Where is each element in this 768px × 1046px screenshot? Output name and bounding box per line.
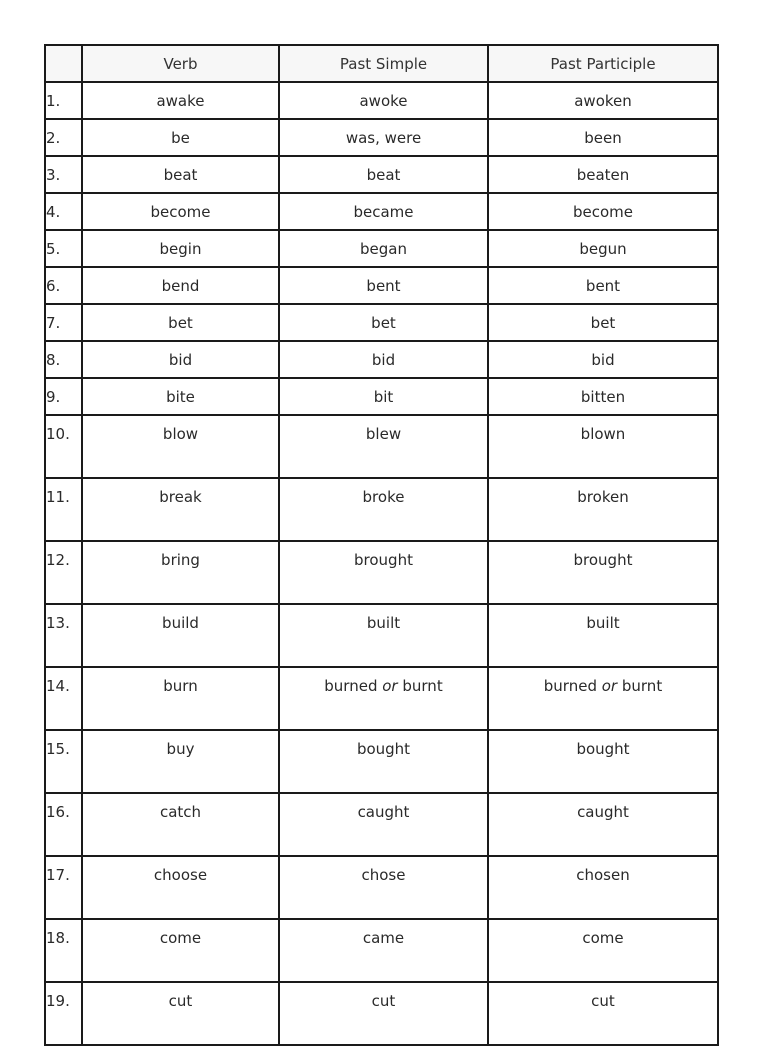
verb-cell: come <box>82 919 279 982</box>
past-participle-cell: cut <box>488 982 718 1045</box>
verb-cell: bring <box>82 541 279 604</box>
verb-cell: awake <box>82 82 279 119</box>
past-participle-cell: bid <box>488 341 718 378</box>
verb-cell: blow <box>82 415 279 478</box>
past-simple-cell: bet <box>279 304 488 341</box>
row-number: 13. <box>45 604 82 667</box>
irregular-verbs-table <box>44 44 719 1046</box>
past-participle-cell <box>488 667 718 730</box>
verb-cell: catch <box>82 793 279 856</box>
past-participle-cell: bitten <box>488 378 718 415</box>
past-simple-cell: brought <box>279 541 488 604</box>
past-simple-cell: bought <box>279 730 488 793</box>
verb-cell: bite <box>82 378 279 415</box>
table-row <box>45 156 718 193</box>
table-row <box>45 478 718 541</box>
table-body <box>45 82 718 1045</box>
past-participle-cell: been <box>488 119 718 156</box>
verb-cell: bet <box>82 304 279 341</box>
table-row <box>45 982 718 1045</box>
past-simple-cell: began <box>279 230 488 267</box>
table-row <box>45 604 718 667</box>
verb-cell: build <box>82 604 279 667</box>
past-simple-cell: caught <box>279 793 488 856</box>
verb-cell: buy <box>82 730 279 793</box>
header-row <box>45 45 718 82</box>
past-participle-cell: chosen <box>488 856 718 919</box>
table-row <box>45 341 718 378</box>
row-number: 3. <box>45 156 82 193</box>
verb-cell: beat <box>82 156 279 193</box>
past-participle-cell: blown <box>488 415 718 478</box>
table-row <box>45 82 718 119</box>
verb-cell: be <box>82 119 279 156</box>
row-number: 14. <box>45 667 82 730</box>
past-participle-cell: begun <box>488 230 718 267</box>
past-simple-cell: blew <box>279 415 488 478</box>
past-simple-cell: cut <box>279 982 488 1045</box>
text-segment: burned <box>543 677 602 695</box>
table-row <box>45 230 718 267</box>
row-number: 1. <box>45 82 82 119</box>
row-number: 17. <box>45 856 82 919</box>
verb-cell: begin <box>82 230 279 267</box>
verb-cell: become <box>82 193 279 230</box>
italic-word: or <box>601 677 618 695</box>
italic-word: or <box>382 677 398 695</box>
text-segment: burnt <box>397 677 443 695</box>
past-simple-cell: broke <box>279 478 488 541</box>
verb-cell: choose <box>82 856 279 919</box>
row-number: 2. <box>45 119 82 156</box>
past-participle-cell: broken <box>488 478 718 541</box>
past-participle-cell: built <box>488 604 718 667</box>
row-number: 8. <box>45 341 82 378</box>
past-simple-cell: built <box>279 604 488 667</box>
text-segment: burned <box>324 677 383 695</box>
past-simple-cell: beat <box>279 156 488 193</box>
verb-cell: cut <box>82 982 279 1045</box>
header-number <box>45 45 82 82</box>
row-number: 9. <box>45 378 82 415</box>
table-row <box>45 267 718 304</box>
row-number: 19. <box>45 982 82 1045</box>
past-simple-cell: came <box>279 919 488 982</box>
verb-cell: bid <box>82 341 279 378</box>
past-participle-cell: come <box>488 919 718 982</box>
past-participle-cell: beaten <box>488 156 718 193</box>
row-number: 11. <box>45 478 82 541</box>
text-segment: burnt <box>617 677 663 695</box>
past-participle-cell: become <box>488 193 718 230</box>
verb-cell: burn <box>82 667 279 730</box>
past-simple-cell: bit <box>279 378 488 415</box>
table-row <box>45 730 718 793</box>
row-number: 15. <box>45 730 82 793</box>
row-number: 4. <box>45 193 82 230</box>
table-row <box>45 119 718 156</box>
past-participle-cell: brought <box>488 541 718 604</box>
past-simple-cell: bent <box>279 267 488 304</box>
table-row <box>45 304 718 341</box>
past-simple-cell: awoke <box>279 82 488 119</box>
row-number: 16. <box>45 793 82 856</box>
row-number: 7. <box>45 304 82 341</box>
table-row <box>45 415 718 478</box>
table-row <box>45 919 718 982</box>
past-participle-cell: bought <box>488 730 718 793</box>
table-row <box>45 856 718 919</box>
past-simple-cell: became <box>279 193 488 230</box>
table-row <box>45 193 718 230</box>
header-past-simple: Past Simple <box>279 45 488 82</box>
table-row <box>45 378 718 415</box>
past-simple-cell: chose <box>279 856 488 919</box>
table-row <box>45 541 718 604</box>
verb-cell: break <box>82 478 279 541</box>
row-number: 5. <box>45 230 82 267</box>
row-number: 6. <box>45 267 82 304</box>
past-participle-cell: bet <box>488 304 718 341</box>
header-past-participle: Past Participle <box>488 45 718 82</box>
past-participle-cell: awoken <box>488 82 718 119</box>
past-simple-cell <box>279 667 488 730</box>
verb-cell: bend <box>82 267 279 304</box>
past-participle-cell: bent <box>488 267 718 304</box>
row-number: 10. <box>45 415 82 478</box>
row-number: 18. <box>45 919 82 982</box>
table-row <box>45 793 718 856</box>
row-number: 12. <box>45 541 82 604</box>
past-simple-cell: was, were <box>279 119 488 156</box>
past-participle-cell: caught <box>488 793 718 856</box>
past-simple-cell: bid <box>279 341 488 378</box>
header-verb: Verb <box>82 45 279 82</box>
table-row <box>45 667 718 730</box>
